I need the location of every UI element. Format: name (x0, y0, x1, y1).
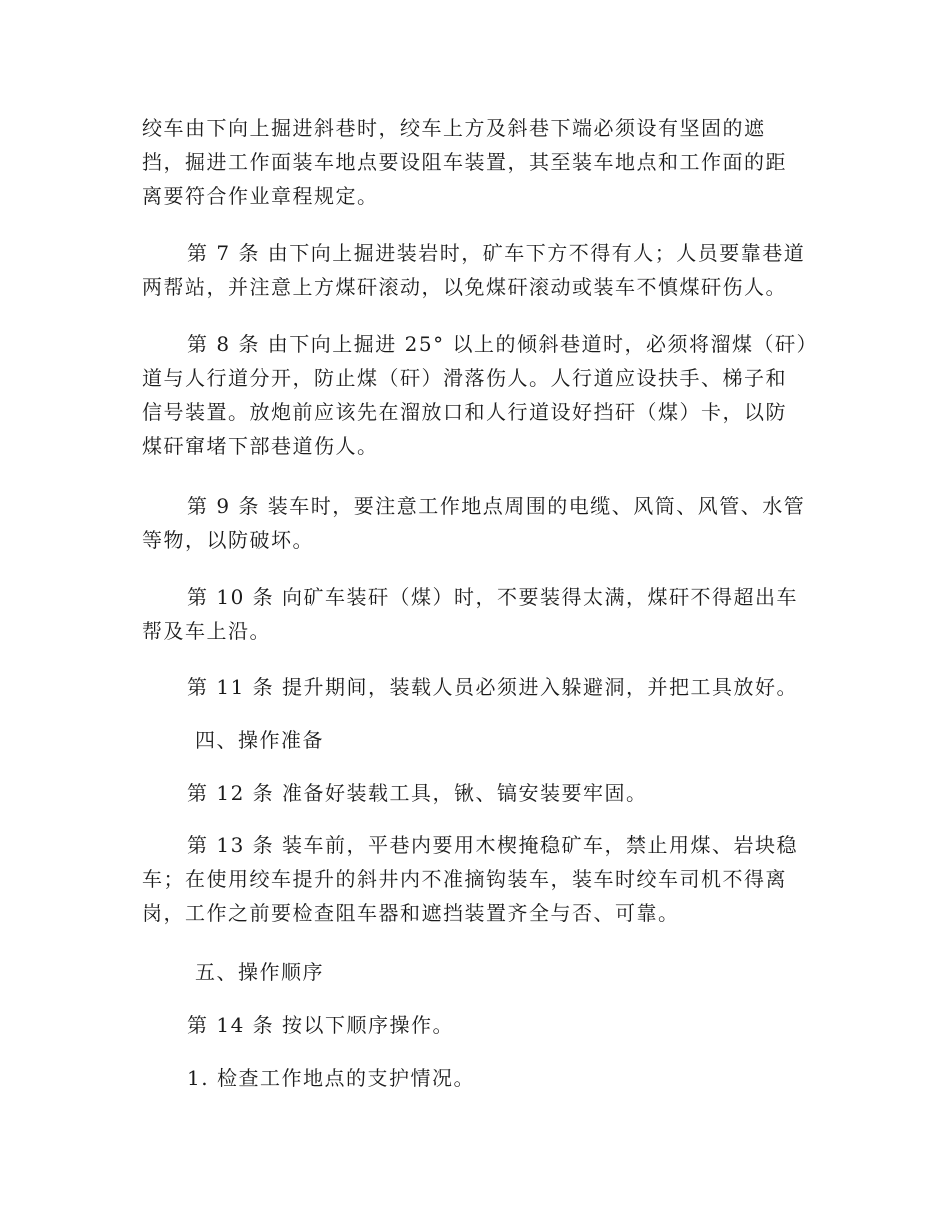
list-item (142, 1061, 814, 1095)
paragraph-article-11 (142, 670, 814, 704)
paragraph-article-14 (142, 1008, 814, 1042)
text-line: 车；在使用绞车提升的斜井内不准摘钩装车，装车时绞车司机不得离 (142, 867, 787, 891)
text-line: 第 8 条 由下向上掘进 25° 以上的倾斜巷道时，必须将溜煤（矸） (187, 332, 818, 356)
text-line: 道与人行道分开，防止煤（矸）滑落伤人。人行道应设扶手、梯子和 (142, 366, 787, 390)
paragraph-article-9 (142, 489, 814, 557)
text-line: 第 9 条 装车时，要注意工作地点周围的电缆、风筒、风管、水管 (187, 494, 806, 518)
text-line: 第 13 条 装车前，平巷内要用木楔掩稳矿车，禁止用煤、岩块稳 (187, 833, 799, 857)
text-line: 挡，掘进工作面装车地点要设阻车装置，其至装车地点和工作面的距 (142, 150, 787, 174)
text-line: 岗，工作之前要检查阻车器和遮挡装置齐全与否、可靠。 (142, 901, 680, 925)
text-line: 帮及车上沿。 (142, 619, 271, 643)
text-line: 第 7 条 由下向上掘进装岩时，矿车下方不得有人；人员要靠巷道 (187, 241, 806, 265)
text-line: 煤矸窜堵下部巷道伤人。 (142, 434, 379, 458)
paragraph-article-12 (142, 776, 814, 810)
text-line: 绞车由下向上掘进斜巷时，绞车上方及斜巷下端必须设有坚固的遮 (142, 116, 766, 140)
paragraph-article-8 (142, 327, 818, 463)
paragraph-article-7 (142, 236, 814, 304)
text-line: 第 12 条 准备好装载工具，锹、镐安装要牢固。 (187, 781, 648, 805)
text-line: 两帮站，并注意上方煤矸滚动，以免煤矸滚动或装车不慎煤矸伤人。 (142, 275, 787, 299)
text-line: 信号装置。放炮前应该先在溜放口和人行道设好挡矸（煤）卡，以防 (142, 400, 787, 424)
text-line: 1. 检查工作地点的支护情况。 (187, 1066, 475, 1090)
section-heading-preparation (195, 723, 867, 757)
section-heading-sequence (195, 955, 867, 989)
text-line: 第 11 条 提升期间，装载人员必须进入躲避洞，并把工具放好。 (187, 675, 799, 699)
text-line: 第 14 条 按以下顺序操作。 (187, 1013, 455, 1037)
paragraph-article-10 (142, 580, 814, 648)
heading-text: 五、操作顺序 (195, 960, 324, 984)
text-line: 等物，以防破坏。 (142, 528, 314, 552)
text-line: 离要符合作业章程规定。 (142, 184, 379, 208)
heading-text: 四、操作准备 (195, 728, 324, 752)
paragraph-winch-shield (142, 111, 814, 213)
text-line: 第 10 条 向矿车装矸（煤）时，不要装得太满，煤矸不得超出车 (187, 585, 799, 609)
paragraph-article-13 (142, 828, 814, 930)
